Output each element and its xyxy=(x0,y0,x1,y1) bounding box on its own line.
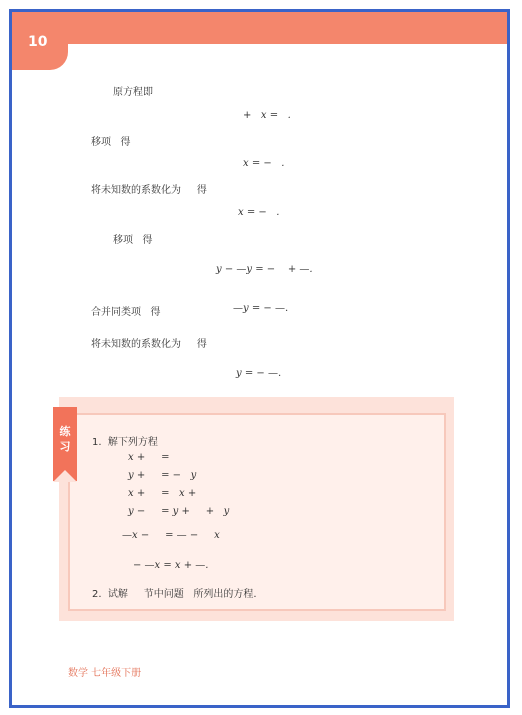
text-line: 原方程即 xyxy=(113,87,153,98)
equation-line: + x = . xyxy=(243,110,291,121)
exercise-equation: y − = y + + y xyxy=(128,506,230,517)
text-line: 移项 得 xyxy=(91,137,131,148)
exercise-equation: y + = − y xyxy=(128,470,197,481)
text-line: 合并同类项 得 xyxy=(91,307,161,318)
exercise-equation: − —x = x + —. xyxy=(133,560,209,571)
exercise-1-title: 1. 解下列方程 xyxy=(92,437,158,448)
exercise-equation: x + = xyxy=(128,452,170,463)
exercise-2: 2. 试解 节中问题 所列出的方程. xyxy=(92,589,257,600)
equation-line: x = − . xyxy=(243,158,285,169)
equation-line: —y = − —. xyxy=(233,303,289,314)
text-line: 移项 得 xyxy=(113,235,153,246)
text-line: 将未知数的系数化为 得 xyxy=(91,339,207,350)
footer-book-title: 数学 七年级下册 xyxy=(68,668,142,679)
exercise-equation: —x − = — − x xyxy=(122,530,220,541)
exercise-equation: x + = x + xyxy=(128,488,197,499)
text-line: 将未知数的系数化为 得 xyxy=(91,185,207,196)
equation-line: y − —y = − + —. xyxy=(216,264,313,275)
practice-label: 练习 xyxy=(59,425,71,453)
header-band xyxy=(12,12,507,44)
page-number: 10 xyxy=(28,34,48,50)
equation-line: x = − . xyxy=(238,207,280,218)
ribbon-notch xyxy=(53,470,77,482)
equation-line: y = − —. xyxy=(236,368,282,379)
